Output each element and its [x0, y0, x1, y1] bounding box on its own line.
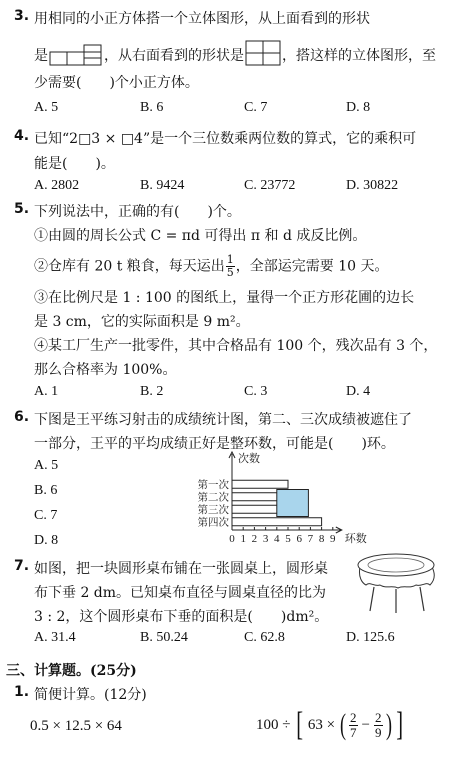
q6-number: 6.	[14, 409, 30, 425]
q4-line1: 已知“2□3 × □4”是一个三位数乘两位数的算式，它的乘积可	[34, 131, 417, 147]
fraction-one-fifth	[226, 254, 235, 279]
round-table-illustration	[350, 545, 440, 615]
q3-option-a[interactable]: A. 5	[34, 100, 59, 115]
fraction-denominator: 5	[226, 266, 234, 279]
q5-statement-4a: ④某工厂生产一批零件，其中合格品有 100 个，残次品有 3 个，	[34, 338, 438, 354]
q6-option-b[interactable]: B. 6	[34, 483, 58, 498]
fraction-denominator: 7	[350, 724, 357, 740]
x-tick-label: 1	[240, 533, 246, 545]
q7-line1: 如图，把一块圆形桌布铺在一张圆桌上，圆形桌	[34, 561, 328, 577]
q6-option-a[interactable]: A. 5	[34, 458, 59, 473]
q5-line1: 下列说法中，正确的有( )个。	[34, 204, 241, 220]
x-tick-label: 2	[251, 533, 258, 545]
cover-block	[277, 490, 309, 517]
category-label: 第三次	[197, 503, 229, 516]
x-tick-label: 3	[262, 533, 269, 545]
fraction-two-ninths	[374, 711, 383, 740]
q6-option-c[interactable]: C. 7	[34, 508, 58, 523]
section-3-title: 三、计算题。(25分)	[6, 663, 137, 679]
x-tick-label: 9	[330, 533, 336, 545]
fraction-numerator: 1	[226, 253, 234, 266]
bar	[232, 518, 322, 526]
q4-number: 4.	[14, 128, 30, 144]
y-axis-label: 次数	[238, 452, 260, 465]
x-tick-label: 4	[274, 533, 280, 545]
left-paren-icon: (	[340, 708, 347, 741]
q5-statement-1: ①由圆的周长公式 C = πd 可得出 π 和 d 成反比例。	[34, 228, 367, 244]
q5-statement-2a: ②仓库有 20 t 粮食，每天运出	[34, 258, 225, 275]
category-label: 第四次	[197, 516, 229, 529]
q5-statement-4b: 那么合格率为 100%。	[34, 362, 177, 378]
top-view-figure	[49, 44, 103, 70]
q5-statement-2b: ，全部运完需要 10 天。	[235, 258, 389, 275]
q3-line2c: ，搭这样的立体图形，至	[282, 48, 436, 64]
q3-line2	[34, 40, 436, 70]
q5-statement-2	[34, 254, 389, 279]
q7-option-c[interactable]: C. 62.8	[244, 630, 285, 645]
x-axis-label: 环数	[344, 532, 367, 545]
q7-number: 7.	[14, 558, 30, 574]
q4-option-c[interactable]: C. 23772	[244, 178, 296, 193]
right-paren-icon: )	[385, 708, 392, 741]
q7-option-a[interactable]: A. 31.4	[34, 630, 76, 645]
q4-option-b[interactable]: B. 9424	[140, 178, 185, 193]
calc-expression-1: 0.5 × 12.5 × 64	[30, 718, 122, 734]
minus-sign: −	[361, 716, 370, 733]
category-label: 第一次	[197, 478, 229, 491]
expr2-prefix: 100 ÷	[256, 716, 291, 733]
category-label: 第二次	[197, 491, 229, 504]
left-bracket-icon: [	[296, 706, 304, 743]
q4-option-a[interactable]: A. 2802	[34, 178, 80, 193]
x-tick-label: 5	[285, 533, 291, 545]
q3-line3: 少需要( )个小正方体。	[34, 75, 199, 91]
q5-statement-3b: 是 3 cm，它的实际面积是 9 m²。	[34, 314, 250, 330]
x-tick-label: 7	[307, 533, 314, 545]
q5-option-c[interactable]: C. 3	[244, 384, 268, 399]
expr2-inner: 63 ×	[307, 716, 336, 733]
q3-line1: 用相同的小正方体搭一个立体图形，从上面看到的形状	[34, 11, 370, 27]
x-tick-label: 8	[318, 533, 325, 545]
fraction-numerator: 2	[375, 709, 382, 725]
fraction-denominator: 9	[375, 724, 382, 740]
q5-number: 5.	[14, 201, 30, 217]
x-tick-label: 6	[296, 533, 302, 545]
q5-option-b[interactable]: B. 2	[140, 384, 164, 399]
q6-line2: 一部分，王平的平均成绩正好是整环数，可能是( )环。	[34, 436, 395, 452]
right-bracket-icon: ]	[395, 706, 403, 743]
right-view-figure	[245, 40, 281, 70]
section-3-sub-number: 1.	[14, 684, 30, 700]
q5-statement-3a: ③在比例尺是 1 : 100 的图纸上，量得一个正方形花圃的边长	[34, 290, 415, 306]
calc-expression-2	[256, 708, 405, 742]
x-tick-label: 0	[229, 533, 235, 545]
q7-line3: 3 : 2，这个圆形桌布下垂的面积是( )dm²。	[34, 609, 329, 625]
q7-option-d[interactable]: D. 125.6	[346, 630, 395, 645]
q6-option-d[interactable]: D. 8	[34, 533, 59, 548]
shooting-score-chart	[180, 450, 367, 555]
bar	[232, 480, 288, 488]
q3-line2b: ，从右面看到的形状是	[104, 48, 244, 64]
q7-option-b[interactable]: B. 50.24	[140, 630, 188, 645]
q5-option-d[interactable]: D. 4	[346, 384, 371, 399]
q3-number: 3.	[14, 8, 30, 24]
q3-option-b[interactable]: B. 6	[140, 100, 164, 115]
q4-line2: 能是( )。	[34, 156, 115, 172]
q5-option-a[interactable]: A. 1	[34, 384, 59, 399]
q4-option-d[interactable]: D. 30822	[346, 178, 399, 193]
fraction-numerator: 2	[350, 709, 357, 725]
q7-line2: 布下垂 2 dm。已知桌布直径与圆桌直径的比为	[34, 585, 327, 601]
q3-option-d[interactable]: D. 8	[346, 100, 371, 115]
section-3-sub-title: 简便计算。(12分)	[34, 687, 147, 703]
q3-option-c[interactable]: C. 7	[244, 100, 268, 115]
q6-line1: 下图是王平练习射击的成绩统计图，第二、三次成绩被遮住了	[34, 412, 412, 428]
q3-line2a: 是	[34, 48, 48, 64]
fraction-two-sevenths	[349, 711, 358, 740]
